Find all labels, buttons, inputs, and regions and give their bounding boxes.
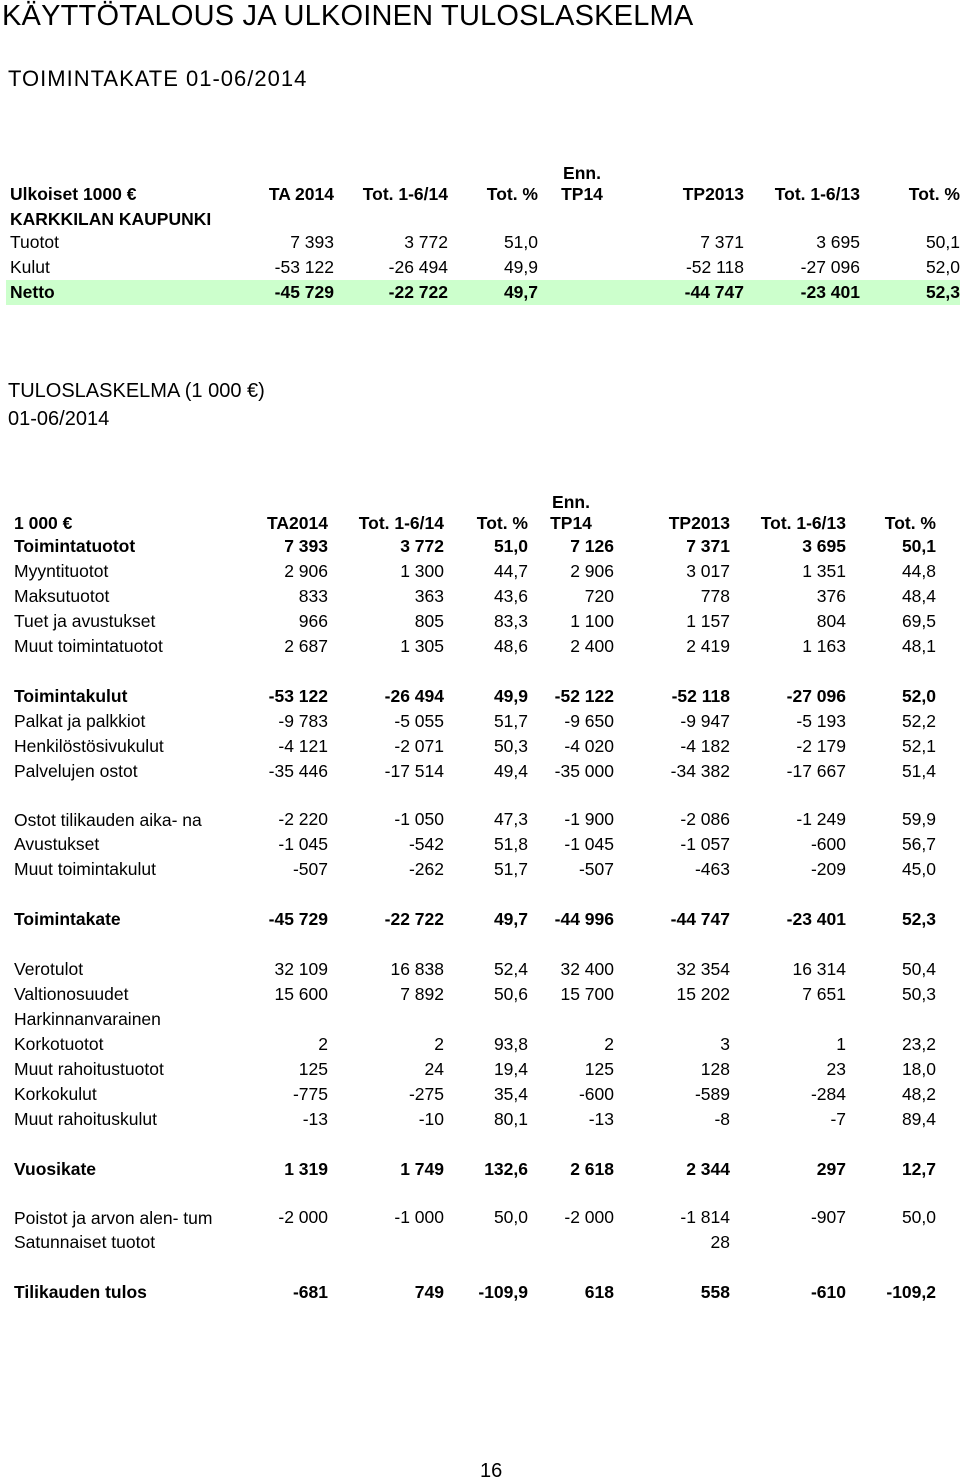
spacer-cell: [6, 882, 936, 907]
table-cell: 778: [700, 586, 730, 606]
table-cell: 69,5: [901, 611, 936, 631]
table-cell: -1 045: [278, 834, 328, 854]
table-cell: -1 249: [796, 809, 846, 829]
table-cell: 32 354: [676, 959, 730, 979]
table-cell: -22 722: [384, 909, 444, 929]
income-statement-period: 01-06/2014: [8, 408, 110, 430]
table-cell: -1 814: [680, 1207, 730, 1227]
table-cell: 1 305: [400, 636, 444, 656]
table-row: [6, 684, 936, 709]
table-cell: 24: [424, 1059, 444, 1079]
table-cell: 720: [584, 586, 614, 606]
column-header: Tot. %: [486, 184, 538, 204]
table-cell: [846, 1007, 936, 1032]
table-cell: -26 494: [388, 257, 448, 277]
spacer-row: [6, 659, 936, 684]
table-row: [6, 709, 936, 734]
table-cell: -507: [292, 859, 328, 879]
table-row: [6, 982, 936, 1007]
table-cell: -10: [418, 1109, 444, 1129]
row-label: Ostot tilikauden aika- na: [14, 810, 202, 830]
table-cell: 15 202: [676, 984, 730, 1004]
table-cell: -1 050: [394, 809, 444, 829]
table-cell: -542: [408, 834, 444, 854]
table-cell: 3: [720, 1034, 730, 1054]
table-cell: 3 695: [816, 232, 860, 252]
table-row: [6, 1157, 936, 1182]
table-cell: 3 772: [404, 232, 448, 252]
table-cell: 7 371: [686, 536, 730, 556]
table-row: [6, 230, 960, 255]
table-row: [6, 1007, 936, 1032]
column-header: Enn. TP14: [561, 163, 603, 204]
table-cell: 51,0: [493, 536, 528, 556]
table-row: [6, 759, 936, 784]
page-title: KÄYTTÖTALOUS JA ULKOINEN TULOSLASKELMA: [2, 0, 694, 32]
row-label: Valtionosuudet: [14, 984, 129, 1004]
row-label: Toimintakate: [14, 909, 121, 929]
table-cell: 2 906: [284, 561, 328, 581]
table-cell: -2 000: [564, 1207, 614, 1227]
table-cell: 749: [414, 1282, 444, 1302]
table-cell: 15 600: [274, 984, 328, 1004]
row-label: Tilikauden tulos: [14, 1282, 147, 1302]
table-cell: -2 071: [394, 736, 444, 756]
table-cell: 51,8: [493, 834, 528, 854]
table-cell: 132,6: [484, 1159, 528, 1179]
table-cell: 558: [700, 1282, 730, 1302]
table-cell: 49,9: [493, 686, 528, 706]
column-header: Tot. 1-6/14: [358, 513, 444, 533]
table-cell: -44 747: [670, 909, 730, 929]
table-row: [6, 784, 936, 832]
table-cell: 49,7: [448, 280, 538, 305]
table-header-row: [6, 159, 960, 205]
table-cell: 52,2: [901, 711, 936, 731]
table-cell: -8: [714, 1109, 730, 1129]
table-cell: -209: [810, 859, 846, 879]
spacer-cell: [6, 1132, 936, 1157]
table-cell: -109,2: [886, 1282, 936, 1302]
table-cell: 28: [710, 1232, 730, 1252]
table-cell: [538, 230, 626, 255]
row-label: Korkotuotot: [14, 1034, 104, 1054]
table-cell: -4 121: [278, 736, 328, 756]
table-cell: 7 393: [284, 536, 328, 556]
row-label: Toimintakulut: [14, 686, 128, 706]
row-label: Poistot ja arvon alen- tum: [14, 1208, 213, 1228]
row-label: Toimintatuotot: [14, 536, 136, 556]
table-cell: -44 747: [626, 280, 744, 305]
table-cell: 125: [298, 1059, 328, 1079]
table-cell: 2 419: [686, 636, 730, 656]
table-cell: 1: [836, 1034, 846, 1054]
table-cell: 44,8: [901, 561, 936, 581]
table-cell: 2 618: [570, 1159, 614, 1179]
row-label: Muut rahoituskulut: [14, 1109, 157, 1129]
table-cell: [730, 1007, 846, 1032]
table-cell: 50,1: [925, 232, 960, 252]
table-cell: 50,3: [901, 984, 936, 1004]
table-cell: -34 382: [670, 761, 730, 781]
table-cell: -2 000: [278, 1207, 328, 1227]
column-header: Tot. 1-6/13: [760, 513, 846, 533]
table-cell: 376: [816, 586, 846, 606]
spacer-row: [6, 1132, 936, 1157]
table-cell: -26 494: [384, 686, 444, 706]
table-cell: 48,1: [901, 636, 936, 656]
column-header: TP2013: [668, 513, 730, 533]
spacer-row: [6, 932, 936, 957]
column-header: Ulkoiset 1000 €: [10, 184, 137, 204]
table-cell: [614, 1007, 730, 1032]
table-cell: 23: [826, 1059, 846, 1079]
table-cell: 43,6: [493, 586, 528, 606]
table-row: [6, 1057, 936, 1082]
table-cell: 3 772: [400, 536, 444, 556]
section-row: [6, 205, 960, 230]
table-cell: 833: [298, 586, 328, 606]
table-cell: -5 055: [394, 711, 444, 731]
spacer-cell: [6, 932, 936, 957]
row-label: Korkokulut: [14, 1084, 97, 1104]
table-row: [6, 534, 936, 559]
table-cell: -35 000: [554, 761, 614, 781]
table-cell: -45 729: [246, 280, 334, 305]
table-cell: 16 314: [792, 959, 846, 979]
table-cell: 363: [414, 586, 444, 606]
table-cell: 49,7: [493, 909, 528, 929]
row-label: Muut toimintatuotot: [14, 636, 163, 656]
table-cell: [246, 1007, 328, 1032]
table-cell: [528, 1230, 614, 1255]
table-cell: -2 086: [680, 809, 730, 829]
row-label: Kulut: [10, 257, 50, 277]
table-cell: 50,4: [901, 959, 936, 979]
table-cell: -52 118: [685, 257, 744, 277]
table-cell: -45 729: [268, 909, 328, 929]
table-cell: 18,0: [901, 1059, 936, 1079]
column-header: Tot. %: [908, 184, 960, 204]
table-cell: -284: [810, 1084, 846, 1104]
table-cell: 2 400: [570, 636, 614, 656]
income-statement-table: [6, 484, 936, 1305]
table-cell: 52,0: [925, 257, 960, 277]
table-cell: 32 109: [274, 959, 328, 979]
table-cell: -681: [292, 1282, 328, 1302]
table-cell: 50,0: [901, 1207, 936, 1227]
spacer-cell: [6, 659, 936, 684]
table-cell: -589: [694, 1084, 730, 1104]
table-cell: -13: [588, 1109, 614, 1129]
table-cell: -1 000: [394, 1207, 444, 1227]
table-cell: -463: [694, 859, 730, 879]
table-cell: 1 749: [400, 1159, 444, 1179]
table-cell: -600: [810, 834, 846, 854]
table-cell: 7 126: [570, 536, 614, 556]
table-cell: 7 371: [700, 232, 744, 252]
table-cell: -907: [810, 1207, 846, 1227]
row-label: Avustukset: [14, 834, 100, 854]
table-cell: 125: [584, 1059, 614, 1079]
table-cell: 59,9: [901, 809, 936, 829]
table-cell: -262: [408, 859, 444, 879]
table-row: [6, 634, 936, 659]
column-header: Tot. %: [884, 513, 936, 533]
row-label: Maksutuotot: [14, 586, 110, 606]
table-cell: -2 220: [278, 809, 328, 829]
table-cell: [246, 1230, 328, 1255]
table-cell: -775: [292, 1084, 328, 1104]
table-cell: 3 695: [802, 536, 846, 556]
table-cell: 52,3: [860, 280, 960, 305]
column-header: TA 2014: [268, 184, 334, 204]
column-header: TA2014: [267, 513, 328, 533]
table-cell: -109,9: [478, 1282, 528, 1302]
table-row: [6, 1230, 936, 1255]
income-statement-title: TULOSLASKELMA (1 000 €): [8, 380, 265, 402]
table-cell: 48,2: [901, 1084, 936, 1104]
table-cell: 47,3: [493, 809, 528, 829]
table-cell: -22 722: [334, 280, 448, 305]
table-cell: -1 900: [564, 809, 614, 829]
table-cell: 7 651: [802, 984, 846, 1004]
page-subtitle: TOIMINTAKATE 01-06/2014: [8, 66, 308, 91]
table-cell: 2: [604, 1034, 614, 1054]
table-cell: -27 096: [786, 686, 846, 706]
table-cell: -17 667: [786, 761, 846, 781]
table-cell: [444, 1007, 528, 1032]
table-cell: -4 182: [680, 736, 730, 756]
table-cell: 3 017: [686, 561, 730, 581]
table-cell: 2: [434, 1034, 444, 1054]
table-cell: 32 400: [560, 959, 614, 979]
row-label: Verotulot: [14, 959, 84, 979]
table-cell: 12,7: [901, 1159, 936, 1179]
table-cell: 804: [816, 611, 846, 631]
table-cell: 52,4: [493, 959, 528, 979]
table-cell: -53 122: [274, 257, 334, 277]
table-cell: -1 057: [680, 834, 730, 854]
table-cell: -17 514: [384, 761, 444, 781]
table-cell: 50,3: [493, 736, 528, 756]
table-cell: 128: [700, 1059, 730, 1079]
table-cell: 51,0: [503, 232, 538, 252]
column-header: Tot. %: [476, 513, 528, 533]
row-label: Palvelujen ostot: [14, 761, 138, 781]
row-label: Myyntituotot: [14, 561, 109, 581]
row-label: Muut rahoitustuotot: [14, 1059, 164, 1079]
table-cell: -610: [810, 1282, 846, 1302]
table-cell: 49,9: [503, 257, 538, 277]
table-cell: 19,4: [493, 1059, 528, 1079]
table-cell: [730, 1230, 846, 1255]
table-cell: 48,4: [901, 586, 936, 606]
table-cell: 15 700: [560, 984, 614, 1004]
table-cell: 56,7: [901, 834, 936, 854]
table-cell: 297: [816, 1159, 846, 1179]
table-cell: -52 122: [554, 686, 614, 706]
table-cell: [328, 1230, 444, 1255]
column-header: 1 000 €: [14, 513, 73, 533]
table-cell: 80,1: [493, 1109, 528, 1129]
table-row: [6, 832, 936, 857]
table-cell: -7: [830, 1109, 846, 1129]
table-cell: 51,7: [493, 711, 528, 731]
table-cell: 93,8: [493, 1034, 528, 1054]
table-cell: 7 892: [400, 984, 444, 1004]
table-cell: -4 020: [564, 736, 614, 756]
table-cell: -507: [578, 859, 614, 879]
table-cell: 1 319: [284, 1159, 328, 1179]
table-row: [6, 280, 960, 305]
table-cell: -9 783: [278, 711, 328, 731]
table-cell: 618: [584, 1282, 614, 1302]
table-cell: 2: [318, 1034, 328, 1054]
table-row: [6, 1182, 936, 1230]
table-cell: -1 045: [564, 834, 614, 854]
table-cell: 1 100: [570, 611, 614, 631]
spacer-row: [6, 1255, 936, 1280]
table-cell: -275: [408, 1084, 444, 1104]
table-cell: 2 687: [284, 636, 328, 656]
table-cell: 89,4: [901, 1109, 936, 1129]
row-label: Muut toimintakulut: [14, 859, 157, 879]
table-cell: 1 157: [686, 611, 730, 631]
table-cell: -35 446: [268, 761, 328, 781]
row-label: Vuosikate: [14, 1159, 97, 1179]
table-row: [6, 559, 936, 584]
row-label: Palkat ja palkkiot: [14, 711, 146, 731]
table-cell: 51,4: [901, 761, 936, 781]
table-cell: 23,2: [901, 1034, 936, 1054]
column-header: Enn. TP14: [550, 492, 592, 533]
table-cell: -27 096: [800, 257, 860, 277]
column-header: TP2013: [682, 184, 744, 204]
spacer-row: [6, 882, 936, 907]
table-cell: 83,3: [493, 611, 528, 631]
row-label: Satunnaiset tuotot: [14, 1232, 156, 1252]
table-row: [6, 1107, 936, 1132]
table-cell: 1 163: [802, 636, 846, 656]
table-cell: 35,4: [493, 1084, 528, 1104]
section-label: KARKKILAN KAUPUNKI: [10, 209, 212, 229]
table-cell: -9 650: [564, 711, 614, 731]
table-cell: -23 401: [786, 909, 846, 929]
table-cell: 7 393: [290, 232, 334, 252]
table-cell: [846, 1230, 936, 1255]
table-row: [6, 1032, 936, 1057]
column-header: Tot. 1-6/13: [774, 184, 860, 204]
table-cell: 805: [414, 611, 444, 631]
table-row: [6, 1280, 936, 1305]
table-row: [6, 734, 936, 759]
row-label: Netto: [6, 280, 246, 305]
table-cell: -23 401: [744, 280, 860, 305]
table-cell: 2 344: [686, 1159, 730, 1179]
table-row: [6, 857, 936, 882]
table-cell: 44,7: [493, 561, 528, 581]
table-cell: 49,4: [493, 761, 528, 781]
row-label: Harkinnanvarainen: [14, 1009, 161, 1029]
table-cell: 2 906: [570, 561, 614, 581]
table-cell: 50,0: [493, 1207, 528, 1227]
table-row: [6, 1082, 936, 1107]
row-label: Tuotot: [10, 232, 59, 252]
spacer-cell: [6, 1255, 936, 1280]
table-cell: 52,1: [901, 736, 936, 756]
row-label: Henkilöstösivukulut: [14, 736, 164, 756]
column-header: Tot. 1-6/14: [362, 184, 448, 204]
table-row: [6, 584, 936, 609]
table-cell: -5 193: [796, 711, 846, 731]
table-cell: 16 838: [390, 959, 444, 979]
table-header-row: [6, 484, 936, 534]
table-row: [6, 957, 936, 982]
table-cell: 52,3: [901, 909, 936, 929]
table-cell: -53 122: [268, 686, 328, 706]
table-row: [6, 255, 960, 280]
table-cell: 45,0: [901, 859, 936, 879]
row-label: Tuet ja avustukset: [14, 611, 156, 631]
table-cell: -600: [578, 1084, 614, 1104]
table-cell: -9 947: [680, 711, 730, 731]
table-cell: 52,0: [901, 686, 936, 706]
table-row: [6, 609, 936, 634]
table-cell: 51,7: [493, 859, 528, 879]
table-cell: 48,6: [493, 636, 528, 656]
table-cell: 50,6: [493, 984, 528, 1004]
table-cell: [538, 255, 626, 280]
table-row: [6, 907, 936, 932]
table-cell: [328, 1007, 444, 1032]
table-cell: -44 996: [554, 909, 614, 929]
table-cell: [538, 280, 626, 305]
table-cell: 50,1: [901, 536, 936, 556]
table-cell: [528, 1007, 614, 1032]
table-cell: -52 118: [671, 686, 730, 706]
operating-margin-table: [6, 159, 960, 305]
table-cell: 1 300: [400, 561, 444, 581]
table-cell: -2 179: [796, 736, 846, 756]
table-cell: 1 351: [802, 561, 846, 581]
table-cell: 966: [298, 611, 328, 631]
page-number: 16: [480, 1460, 503, 1482]
table-cell: [444, 1230, 528, 1255]
table-cell: -13: [302, 1109, 328, 1129]
